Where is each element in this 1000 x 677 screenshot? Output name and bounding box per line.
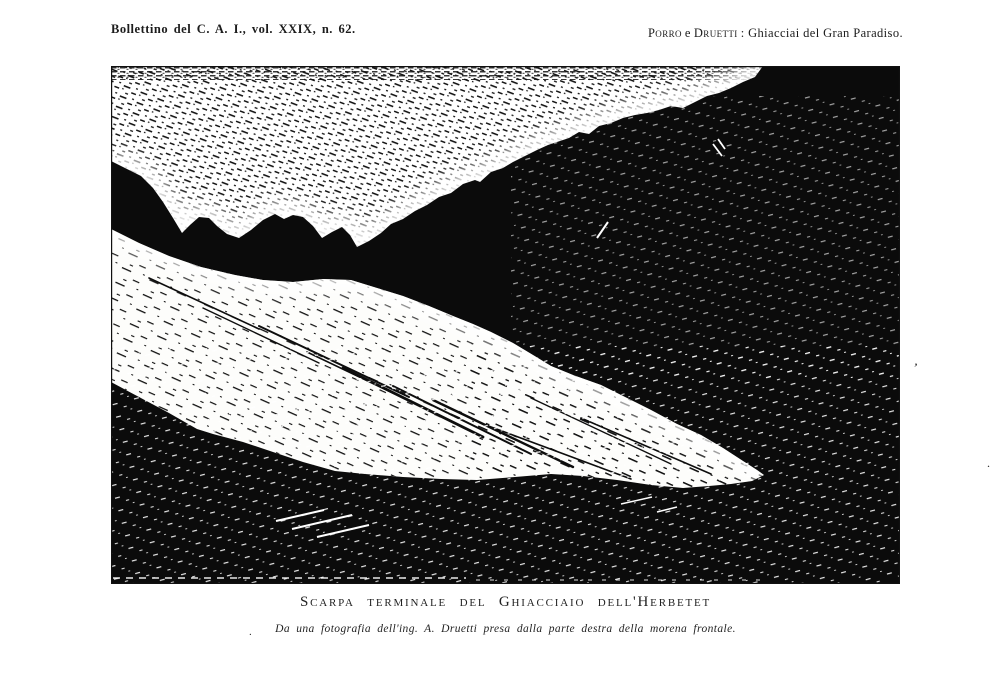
caption-leading-dot: . <box>249 626 252 638</box>
scan-speck-tick: ’ <box>911 359 919 376</box>
glacier-photograph <box>111 66 900 584</box>
scan-speck-dot: . <box>987 456 990 470</box>
author-name-porro: Porro <box>647 26 682 40</box>
glacier-photo-svg <box>111 66 900 584</box>
author-name-druetti: Druetti <box>693 26 738 40</box>
author-conjunction: e <box>684 26 691 40</box>
work-title: : Ghiacciai del Gran Paradiso. <box>740 26 903 40</box>
caption-title: Scarpa terminale del Ghiacciaio dell'Herbetet <box>299 594 712 610</box>
header-left-text: Bollettino del C. A. I., vol. XXIX, n. 62. <box>111 22 356 36</box>
caption-subtitle: Da una fotografia dell'ing. A. Druetti presa dalla parte destra della morena frontale. <box>275 623 736 635</box>
header-right-text <box>648 26 903 41</box>
